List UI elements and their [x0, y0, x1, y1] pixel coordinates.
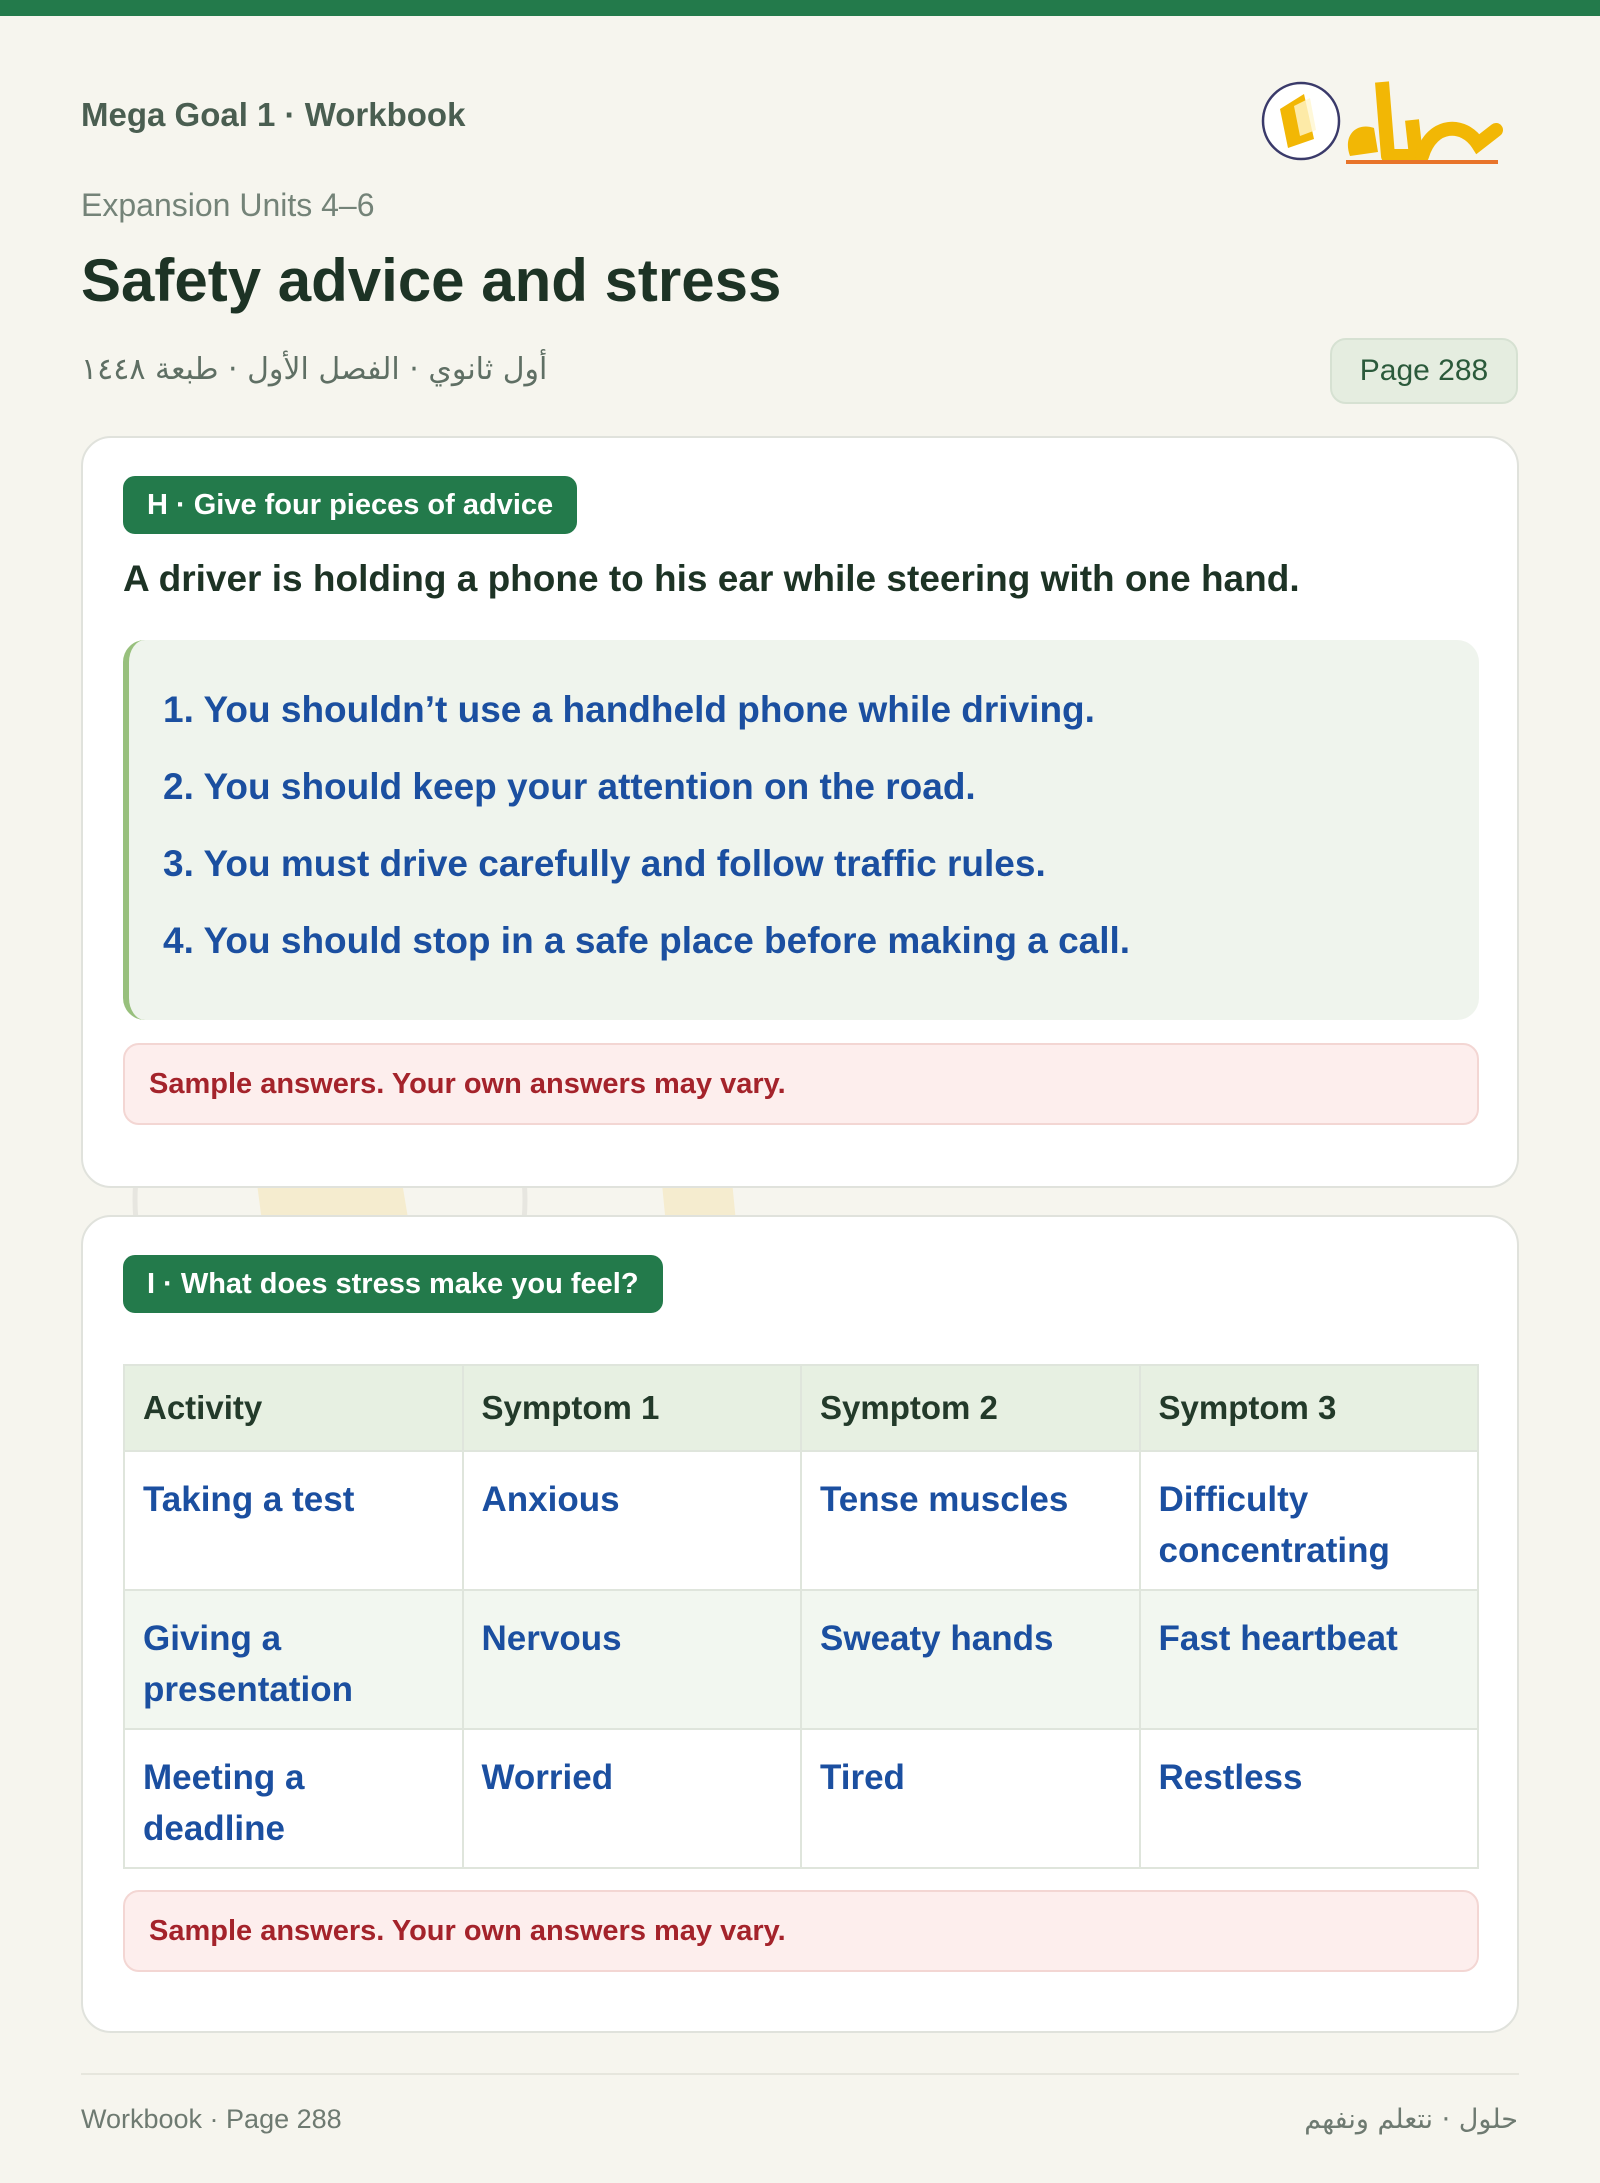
unit-subtitle: Expansion Units 4–6: [81, 187, 375, 223]
advice-item: 1. You shouldn’t use a handheld phone while driving.: [163, 689, 1095, 730]
section-h-tag: H · Give four pieces of advice: [123, 476, 577, 534]
page-number-badge: Page 288: [1330, 338, 1518, 404]
sample-answer-note: Sample answers. Your own answers may vary.: [123, 1890, 1479, 1972]
footer-tagline: حلول · نتعلم ونفهم: [1304, 2104, 1518, 2135]
section-h-card: [81, 436, 1519, 1188]
table-cell: Restless: [1140, 1729, 1479, 1868]
footer-page-label: Workbook · Page 288: [81, 2104, 342, 2134]
workbook-brand: Mega Goal 1 · Workbook: [81, 96, 466, 133]
advice-item: 4. You should stop in a safe place before making a call.: [163, 920, 1131, 961]
column-header: Symptom 3: [1140, 1365, 1479, 1451]
grade-line: أول ثانوي · الفصل الأول · طبعة ١٤٤٨: [81, 352, 548, 387]
section-i-tag: I · What does stress make you feel?: [123, 1255, 663, 1313]
table-cell: Taking a test: [124, 1451, 463, 1590]
table-cell: Sweaty hands: [801, 1590, 1140, 1729]
table-row: [124, 1729, 1478, 1868]
table-cell: Nervous: [463, 1590, 802, 1729]
table-row: [124, 1451, 1478, 1590]
column-header: Symptom 1: [463, 1365, 802, 1451]
table-cell: Tired: [801, 1729, 1140, 1868]
hulul-logo: [1258, 64, 1506, 170]
table-cell: Tense muscles: [801, 1451, 1140, 1590]
table-cell: Worried: [463, 1729, 802, 1868]
advice-item: 3. You must drive carefully and follow traffic rules.: [163, 843, 1046, 884]
section-i-card: [81, 1215, 1519, 2033]
table-cell: Giving a presentation: [124, 1590, 463, 1729]
stress-symptoms-table: [123, 1364, 1479, 1869]
table-cell: Anxious: [463, 1451, 802, 1590]
advice-item: 2. You should keep your attention on the road.: [163, 766, 976, 807]
footer-divider: [81, 2073, 1519, 2075]
advice-answer-box: [123, 640, 1479, 1020]
column-header: Symptom 2: [801, 1365, 1140, 1451]
table-row: [124, 1590, 1478, 1729]
section-h-prompt: A driver is holding a phone to his ear while steering with one hand.: [123, 558, 1300, 599]
column-header: Activity: [124, 1365, 463, 1451]
page-title: Safety advice and stress: [81, 247, 782, 314]
table-header-row: [124, 1365, 1478, 1451]
top-accent-bar: [0, 0, 1600, 16]
table-cell: Meeting a deadline: [124, 1729, 463, 1868]
table-cell: Fast heartbeat: [1140, 1590, 1479, 1729]
table-cell: Difficulty concentrating: [1140, 1451, 1479, 1590]
sample-answer-note: Sample answers. Your own answers may vary.: [123, 1043, 1479, 1125]
